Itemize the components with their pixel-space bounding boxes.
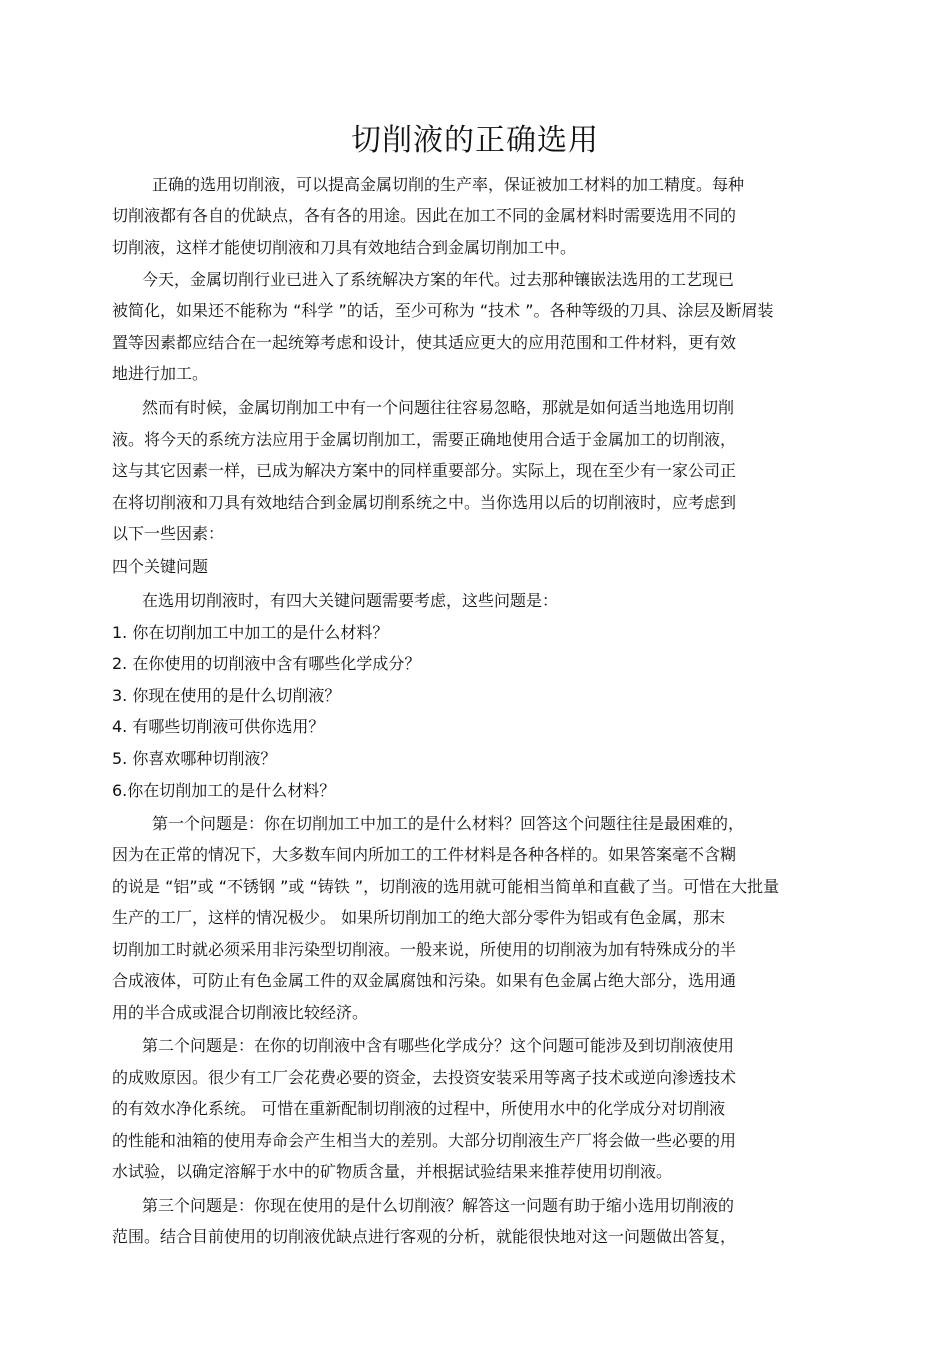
text-line: 切削液，这样才能使切削液和刀具有效地结合到金属切削加工中。 <box>112 238 577 257</box>
text-line: 液。将今天的系统方法应用于金属切削加工，需要正确地使用合适于金属加工的切削液， <box>112 430 737 449</box>
text-line: 然而有时候，金属切削加工中有一个问题往往容易忽略，那就是如何适当地选用切削 <box>142 398 735 417</box>
list-item: 2. 在你使用的切削液中含有哪些化学成分？ <box>112 654 421 673</box>
text-line: 在选用切削液时，有四大关键问题需要考虑，这些问题是： <box>142 591 559 610</box>
text-line: 被简化，如果还不能称为 “科学 ”的话，至少可称为 “技术 ”。各种等级的刀具、涂层及断屑装 <box>112 301 774 320</box>
text-line: 因为在正常的情况下，大多数车间内所加工的工件材料是各种各样的。如果答案毫不含糊 <box>112 845 737 864</box>
text-line: 这与其它因素一样，已成为解决方案中的同样重要部分。实际上，现在至少有一家公司正 <box>112 461 737 480</box>
text-line: 的性能和油箱的使用寿命会产生相当大的差别。大部分切削液生产厂将会做一些必要的用 <box>112 1131 737 1150</box>
text-line: 切削加工时就必须采用非污染型切削液。一般来说，所使用的切削液为加有特殊成分的半 <box>112 940 737 959</box>
text-line: 生产的工厂，这样的情况极少。 如果所切削加工的绝大部分零件为铝或有色金属，那末 <box>112 908 726 927</box>
text-line: 地进行加工。 <box>112 364 209 383</box>
document-title: 切削液的正确选用 <box>351 123 599 158</box>
list-item: 5. 你喜欢哪种切削液？ <box>112 749 277 768</box>
text-line: 范围。结合目前使用的切削液优缺点进行客观的分析，就能很快地对这一问题做出答复， <box>112 1227 737 1246</box>
text-line: 用的半合成或混合切削液比较经济。 <box>112 1003 369 1022</box>
text-line: 置等因素都应结合在一起统筹考虑和设计，使其适应更大的应用范围和工件材料，更有效 <box>112 333 737 352</box>
text-line: 的有效水净化系统。 可惜在重新配制切削液的过程中，所使用水中的化学成分对切削液 <box>112 1099 726 1118</box>
text-line: 以下一些因素： <box>112 524 225 543</box>
text-line: 在将切削液和刀具有效地结合到金属切削系统之中。当你选用以后的切削液时，应考虑到 <box>112 493 737 512</box>
text-line: 第二个问题是：在你的切削液中含有哪些化学成分？这个问题可能涉及到切削液使用 <box>142 1036 735 1055</box>
list-item: 6.你在切削加工的是什么材料？ <box>112 781 336 800</box>
section-heading: 四个关键问题 <box>112 557 209 576</box>
list-item: 1. 你在切削加工中加工的是什么材料？ <box>112 623 389 642</box>
text-line: 第一个问题是：你在切削加工中加工的是什么材料？回答这个问题往往是最困难的， <box>152 814 745 833</box>
list-item: 3. 你现在使用的是什么切削液？ <box>112 686 341 705</box>
text-line: 的说是 “铝”或 “不锈钢 ”或 “铸铁 ”，切削液的选用就可能相当简单和直截了当。可惜在大批量 <box>112 877 780 896</box>
text-line: 第三个问题是：你现在使用的是什么切削液？解答这一问题有助于缩小选用切削液的 <box>142 1196 735 1215</box>
text-line: 水试验，以确定溶解于水中的矿物质含量，并根据试验结果来推荐使用切削液。 <box>112 1162 673 1181</box>
text-line: 的成败原因。很少有工厂会花费必要的资金，去投资安装采用等离子技术或逆向渗透技术 <box>112 1068 737 1087</box>
text-line: 切削液都有各自的优缺点，各有各的用途。因此在加工不同的金属材料时需要选用不同的 <box>112 206 737 225</box>
list-item: 4. 有哪些切削液可供你选用？ <box>112 717 325 736</box>
text-line: 正确的选用切削液，可以提高金属切削的生产率，保证被加工材料的加工精度。每种 <box>152 175 745 194</box>
text-line: 今天，金属切削行业已进入了系统解决方案的年代。过去那种镶嵌法选用的工艺现已 <box>142 270 735 289</box>
text-line: 合成液体，可防止有色金属工件的双金属腐蚀和污染。如果有色金属占绝大部分，选用通 <box>112 971 737 990</box>
